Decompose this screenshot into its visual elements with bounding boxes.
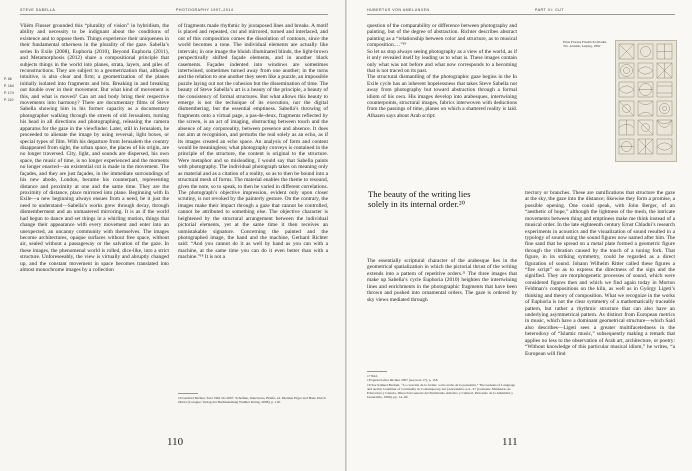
left-footnotes [178,396,328,405]
margin-note: P. 110 [4,98,14,102]
running-head-title: PHOTOGRAPHY 1997–2014 [176,8,234,12]
footnote-rule [178,393,198,394]
page-number: 110 [167,436,184,448]
header-rule [20,14,328,15]
chladni-figures-image [615,40,677,162]
footnote: 16 Gerhard Richter, Text 1961 bis 2007. Schriften, Interviews, Briefe, ed. Dietmar Elger and Hans Ulrich Obrist (Cologne: Verlag der Buchhandlung Walther König, 2008), p. 116. [178,396,326,405]
chladni-figures-drawing [616,41,676,161]
margin-note: P. 164 [4,84,14,88]
running-head-author: HUBERTUS VON AMELUNXEN [367,8,430,12]
footnote: 18 Quoted after Richter 2007 (see note 17), p. 118. [367,378,439,383]
pull-quote: The beauty of the writing lies solely in its internal order.²⁰ [368,189,471,209]
left-body-column-1: Vilém Flusser grounded this “plurality of vision” in hybridism, the ability and necessity to be indignant about the conditions of existence and to oppose them. Things experience their uniqueness in their fundamental otherness in the plurality of the gaze. Sabella’s series In Exile (2008), Euphoria (2010), Beyond Euphoria (2011), and Metamorphosis (2012) share a compositional principle that subjects things in the world into planes, strata, layers, and piles of reconstructions. They are subject to a geometrization that, although intuitive, is also clear and firm; a geometrization of the planes initially isolated into fragments and bits. Breaking in and breaking out double over in their movement. But what kind of movement is this, and what is moved? Can art and body bring their respective movements into harmony? There are documentary films of Steve Sabella showing him in his former capacity as a documentary photographer walking through the streets of old Jerusalem, turning his head in all directions and photographing, releasing the camera apparatus for the gaze in the viewfinder. Later, still in Jerusalem, he proceeded to alienate the image by using reversal, light boxes, or special types of film. With his departure from Jerusalem the country disappeared from sight, the urban space, the places of his origin, are no longer traversed. City, light, and sounds are dispersed, his own space, the music of time, is no longer experienced and the moments no longer enacted—an existential cut is made in the movement. The façades, and they are just façades, in the immediate surroundings of his new abode, London, became his counterpart, representing distance and proximity at one and the same time. They are the proximity of distance, place mirrored into plane. Beginning with In Exile—a new beginning always ensues from a need, be it just the need to understand—Sabella’s works grew through decay, through dismemberment and an unmastered mirroring. It is as if the world had begun to dance and set things in a whirling motion, things that change their appearance with every movement and enter into an unexpected, an uncanny community with themselves. The images become architectures, opaque surfaces without free space, without air, sealed without a passageway or the salvation of the gaze. In these images, the phenomenal world is rolled, dice-like, into a strict structure. Unforeseeably, the view is virtually and abruptly changed up, and the constant movement in space becomes translated into almost monochrome images by a collection [20,23,169,274]
figure-caption: Ernst Florens Friedrich Chladni, Tav. Acustik, Leipzig, 1802 [563,40,607,49]
running-head-part: PART III: CUT [535,8,565,12]
right-page [347,0,692,471]
running-head-author: STEVE SABELLA [20,8,56,12]
right-body-column-2: trectory or branches. These are ramifications that structure the gaze at the sky, the gaze into the distance; likewise they form a promise, a possible opening. One could speak, with John Berger, of an “aesthetic of hope,” although the lightness of the mesh, the intricate movements between thing and emptiness make me think instead of a musical order. In the late eighteenth century Ernst Chladni’s research experiments in acoustics and the visualization of sound resulted in a typology of sound using the sound figures now named after him. The fine sand that he spread on a metal plate formed a geometric figure through the vibration caused by the touch of a tuning fork. That figure, in its striking symmetry, could be regarded as a direct figuration of sound. Johann Wilhelm Ritter called these figures a “fire script” so as to express the directness of the sign and the signified. They are morphogenetic processes of sound, which were considered figures then and which we find again today in Morton Feldman’s compositions on the kiln, as well as in György Ligeti’s thinking and theory of composition. What we recognize in the works of Euphoria is not the clear symmetry of a mathematically traceable pattern, but rather a rhythmic structure that can also have an underlying asymmetrical pattern. As distinct from European metrics in music, which have a dominant geometrical structure—which Said also describes—Ligeti sees a greater multifacetedness in the heterodoxy of “Islamic music,” subsequently making a remark that applies no less to the observation of Arab art, architecture, or poetry: “Without knowledge of this particular musical idiom,” he writes, “a European will find [525,190,675,357]
right-footnotes [367,374,517,400]
margin-note: P. 66 [4,77,12,81]
margin-note: P. 174 [4,91,14,95]
footnote-rule [367,371,387,372]
right-body-column-1: question of the comparability or difference between photography and painting, but of the degree of abstraction. Richter describes abstract painting as a “relationship between color and structure, as to musical composition.…”¹⁹ So let us stop always seeing photography as a view of the world, as if it only revealed itself by leading us to what is. These images contain only what was not before and what now corresponds to a becoming that is not traced on its past. The structural dismantling of the photographic gaze begins in the In Exile cycle has an inherent hopelessness that takes Steve Sabella not away from photography but toward abstraction through a formal idiom of his own. His images develop into arabesques, intertwining counterpoints, structural images, fabrics interwoven with deductions from the passings of time, planes on which a shattered reality is laid. Alhazen says about Arab script: [367,23,517,119]
header-rule [367,14,675,15]
footnote: 17 Ibid. [367,374,378,378]
footnote: 19 See Samuel Beckett, “Lo creación de la forma: a arte arabe de la pensatión,” The Genesis of Language and Arabic Grammar of Continuity in Contemporary Art (Alexandria, n.d., 27 (Granada: Ministerio de Educación y Ciencia, Dirección General del Patrimonio Artístico y Cultural, Patronato de la Alhambra y Generalife, 1990), pp. 14–20. [367,382,516,400]
left-page [0,0,345,471]
left-body-column-2: of fragments made rhythmic by juxtaposed lines and breaks. A motif is placed and repeated, cut and mirrored, turned and interlaced, and out of this composition comes the dissolution of contours, since the world becomes a tone. The individual elements are actually like intervals; in one image the bluish illuminated blinds, the light-brown perspectivally shifted façade elements, and in another black casements. Façades indented into windows are sometimes intertwined, sometimes turned away from one another; in the turns and the relation to one another they seem like a puzzle, an impossible puzzle laying out not the cohesion but the dissemination of time. The beauty of Steve Sabella’s art is a beauty of the principle, a beauty of the consistency of formal structures. But what allows this beauty to emerge is not the technique of its execution, nor the digital dismembering, but the essential emptiness. Sabella’s throwing of fragments onto a virtual page, a pas-de-deux, fragments reflected by the screen, is an act of imaging, obstructing between touch and the absence of any corporeality, between presence and absence. It does not aim at recognition, and perturbs the real solely as an echo, as if its images created an echo space. An analysis of form and content would be meaningless; what photography conveys is contained in the principle of the structure, the content is original to the structure. Were metaphor and so misleading, I would say that Sabella paints with photography. The individual photograph takes on meaning only as material and as a citation of a reality, so as to then be bound into a structural mesh of forms. The material enables the theme to resound, gives the note, so to speak, to then be varied in different correlations. The photograph’s objective impression, evident only upon closer scrutiny, is not revoked by the painterly gesture. On the contrary, the images make their impact through a gaze that cannot be controlled, cannot be attributed to something else. The objective character is heightened by the structural arrangement between the individual pictorial elements, yet at the same time it then receives an unmistakable signature. Concerning the painted and the photographed image, the hand and the machine, Gerhard Richter said: “And you cannot do it as well by hand as you can with a machine, at the same time you can do it even better than with a machine.”¹⁸ It is not a [178,23,328,261]
right-body-column-1-bottom: The essentially scriptural character of the arabesque lies in the geometrical spatialization in which the pictorial thrust of the writing extends into a pattern of repetitive orders.²¹ The three images that make up Sabella’s cycle Euphoria (2010) heighten the intertwining lines and enrichments in the photographic fragments that have been thrown and pushed into ornamental orders. The gaze is ordered by sky views mediated through [367,258,517,303]
page-number: 111 [502,436,518,448]
